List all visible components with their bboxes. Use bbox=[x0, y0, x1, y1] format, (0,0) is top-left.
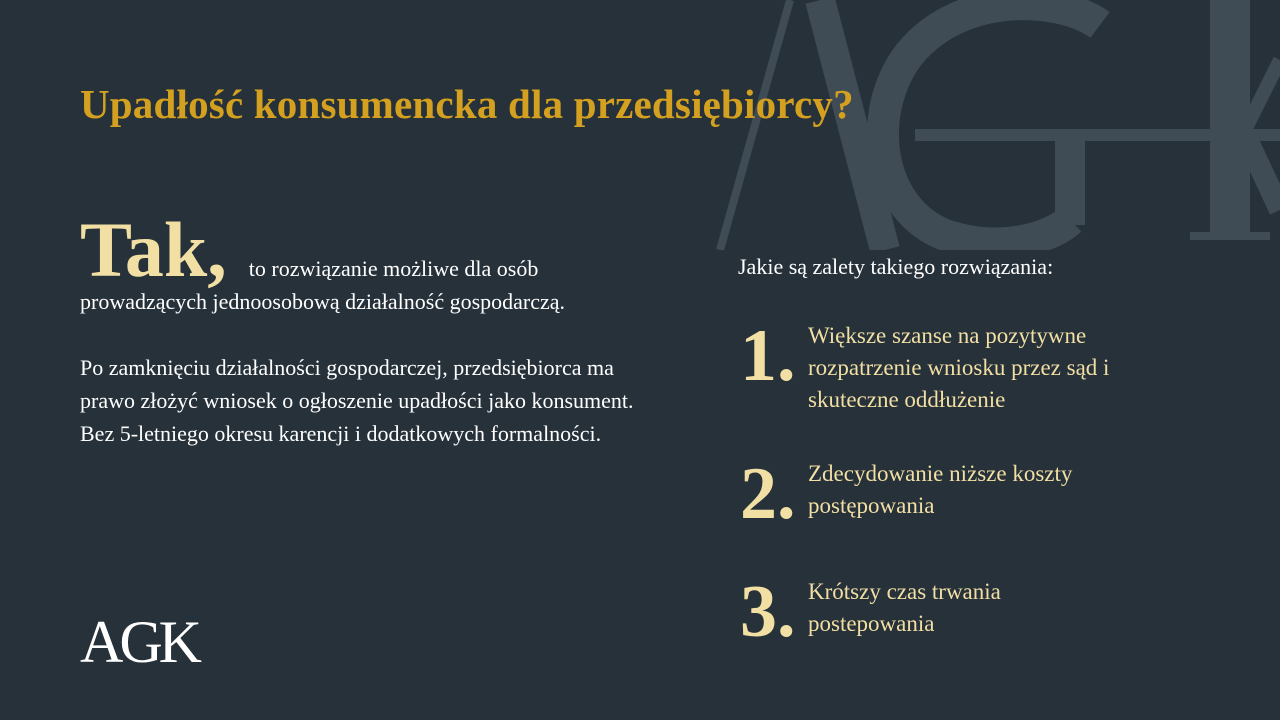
benefit-item bbox=[740, 571, 1058, 653]
intro-text: to rozwiązanie możliwe dla osób prowadzących jednoosobową działalność gospodarczą. bbox=[80, 256, 566, 314]
benefit-text: Krótszy czas trwania postepowania bbox=[808, 579, 1001, 636]
benefit-item bbox=[740, 453, 1138, 535]
benefit-text: Większe szanse na pozytywne rozpatrzenie wniosku przez sąd i skuteczne oddłużenie bbox=[808, 323, 1110, 412]
detail-paragraph: Po zamknięciu działalności gospodarczej, przedsiębiorca ma prawo złożyć wniosek o ogłoszenie upadłości jako konsument. Bez 5-letniego okresu karencji i dodatkowych formalności. bbox=[80, 355, 634, 446]
lead-word: Tak, bbox=[80, 206, 227, 293]
intro-section bbox=[80, 206, 640, 450]
benefit-number: 1. bbox=[740, 315, 796, 397]
agk-logo: AGK bbox=[80, 609, 198, 675]
benefit-number: 2. bbox=[740, 453, 796, 535]
benefits-heading: Jakie są zalety takiego rozwiązania: bbox=[738, 254, 1054, 279]
intro-paragraph bbox=[80, 206, 640, 318]
benefit-number: 3. bbox=[740, 571, 796, 653]
benefit-item bbox=[740, 315, 1168, 416]
page-title: Upadłość konsumencka dla przedsiębiorcy? bbox=[80, 81, 854, 127]
benefit-text: Zdecydowanie niższe koszty postępowania bbox=[808, 461, 1073, 518]
